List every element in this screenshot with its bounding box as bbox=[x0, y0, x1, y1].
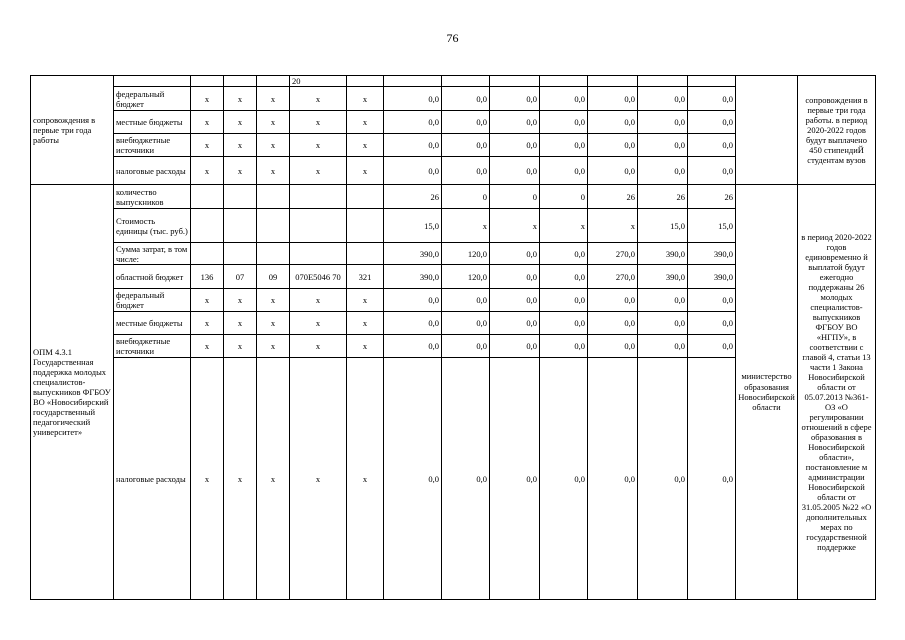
row-label: налоговые расходы bbox=[114, 157, 191, 185]
code-cell: х bbox=[257, 111, 290, 134]
value-cell: 0,0 bbox=[588, 289, 638, 312]
code-cell: х bbox=[224, 335, 257, 358]
value-cell: 0 bbox=[540, 185, 588, 209]
value-cell: 0,0 bbox=[638, 335, 688, 358]
value-cell: 270,0 bbox=[588, 243, 638, 265]
code-cell: х bbox=[191, 87, 224, 111]
value-cell: х bbox=[490, 209, 540, 243]
value-cell: 0,0 bbox=[384, 335, 442, 358]
value-cell: 0,0 bbox=[588, 87, 638, 111]
code-cell: х bbox=[191, 111, 224, 134]
code-cell: 070E5046 70 bbox=[290, 265, 347, 289]
code-cell: х bbox=[290, 335, 347, 358]
row-label: федеральный бюджет bbox=[114, 87, 191, 111]
value-cell: 26 bbox=[688, 185, 736, 209]
code-cell: х bbox=[290, 289, 347, 312]
value-cell: х bbox=[442, 209, 490, 243]
value-cell: 0,0 bbox=[638, 157, 688, 185]
value-cell: 0,0 bbox=[638, 111, 688, 134]
value-cell: 0,0 bbox=[442, 312, 490, 335]
value-cell: 0,0 bbox=[540, 335, 588, 358]
value-cell: 390,0 bbox=[638, 265, 688, 289]
code-cell: х bbox=[347, 335, 384, 358]
code-cell: х bbox=[224, 289, 257, 312]
code-cell bbox=[347, 243, 384, 265]
value-cell: 0,0 bbox=[384, 111, 442, 134]
code-cell: х bbox=[257, 335, 290, 358]
code-cell: х bbox=[191, 335, 224, 358]
row-label: Сумма затрат, в том числе: bbox=[114, 243, 191, 265]
program-table bbox=[30, 75, 876, 600]
code-cell: х bbox=[224, 134, 257, 157]
value-cell: 0,0 bbox=[442, 87, 490, 111]
value-cell: 0,0 bbox=[688, 289, 736, 312]
value-cell: 0,0 bbox=[688, 312, 736, 335]
value-cell: 0,0 bbox=[638, 289, 688, 312]
value-cell: 0,0 bbox=[588, 358, 638, 600]
code-cell: х bbox=[257, 312, 290, 335]
value-cell: 0,0 bbox=[540, 111, 588, 134]
code-cell bbox=[257, 243, 290, 265]
value-cell: 0,0 bbox=[490, 312, 540, 335]
value-cell: 15,0 bbox=[688, 209, 736, 243]
value-cell: 0,0 bbox=[490, 243, 540, 265]
value-cell: 0,0 bbox=[442, 134, 490, 157]
value-cell: 0,0 bbox=[384, 87, 442, 111]
value-cell: 26 bbox=[384, 185, 442, 209]
row-label: местные бюджеты bbox=[114, 312, 191, 335]
code-cell: х bbox=[347, 87, 384, 111]
row-label: налоговые расходы bbox=[114, 358, 191, 600]
value-cell: 0,0 bbox=[490, 111, 540, 134]
value-cell: 0,0 bbox=[588, 157, 638, 185]
value-cell: 26 bbox=[638, 185, 688, 209]
code-cell: х bbox=[191, 134, 224, 157]
code-cell: х bbox=[191, 358, 224, 600]
value-cell: 0,0 bbox=[384, 312, 442, 335]
code-cell: х bbox=[257, 358, 290, 600]
value-cell: 0,0 bbox=[490, 134, 540, 157]
code-cell: х bbox=[290, 134, 347, 157]
row-label: областной бюджет bbox=[114, 265, 191, 289]
code-cell: х bbox=[257, 157, 290, 185]
value-cell: х bbox=[588, 209, 638, 243]
value-cell: 0,0 bbox=[638, 312, 688, 335]
value-cell: 0,0 bbox=[490, 358, 540, 600]
code-cell bbox=[290, 185, 347, 209]
result-note: в период 2020-2022 годов единовременно й выплатой будут ежегодно поддержаны 26 молодых специалистов-выпускников ФГБОУ ВО «НГПУ», в соответствии с главой 4, статьи 13 части 1 Закона Новосибирской области от 05.07.2013 №361-ОЗ «О регулировании отношений в сфере образования в Новосибирской области», постановление м администрации Новосибирской области от 31.05.2005 №22 «О дополнительных мерах по государственной поддержке bbox=[798, 185, 876, 600]
code-cell: х bbox=[347, 358, 384, 600]
code-cell bbox=[347, 209, 384, 243]
value-cell: 0,0 bbox=[384, 358, 442, 600]
code-cell: 07 bbox=[224, 265, 257, 289]
row-label: количество выпускников bbox=[114, 185, 191, 209]
value-cell: 0,0 bbox=[540, 243, 588, 265]
value-cell: 0,0 bbox=[540, 265, 588, 289]
code-cell bbox=[191, 243, 224, 265]
value-cell: 0,0 bbox=[688, 358, 736, 600]
code-cell bbox=[347, 185, 384, 209]
value-cell: 0 bbox=[442, 185, 490, 209]
executor-cell: министерство образования Новосибирской области bbox=[736, 185, 798, 600]
code-cell bbox=[290, 243, 347, 265]
row-label: внебюджетные источники bbox=[114, 134, 191, 157]
page-number: 76 bbox=[446, 31, 459, 45]
value-cell: 0,0 bbox=[384, 289, 442, 312]
code-cell: х bbox=[224, 157, 257, 185]
value-cell: 120,0 bbox=[442, 265, 490, 289]
code-cell: х bbox=[224, 111, 257, 134]
code-cell: х bbox=[224, 87, 257, 111]
section-title: сопровождения в первые три года работы bbox=[31, 76, 114, 185]
value-cell: 0 bbox=[490, 185, 540, 209]
code-cell: х bbox=[290, 157, 347, 185]
code-cell bbox=[290, 209, 347, 243]
code-cell: х bbox=[191, 312, 224, 335]
code-cell: х bbox=[347, 312, 384, 335]
value-cell: 0,0 bbox=[384, 134, 442, 157]
value-cell: 0,0 bbox=[442, 335, 490, 358]
code-cell: х bbox=[257, 134, 290, 157]
value-cell: 270,0 bbox=[588, 265, 638, 289]
value-cell: 26 bbox=[588, 185, 638, 209]
code-cell: 20 bbox=[290, 76, 347, 87]
value-cell: 0,0 bbox=[588, 335, 638, 358]
code-cell bbox=[257, 185, 290, 209]
code-cell: 136 bbox=[191, 265, 224, 289]
code-cell bbox=[224, 185, 257, 209]
value-cell: 0,0 bbox=[384, 157, 442, 185]
value-cell: 0,0 bbox=[638, 358, 688, 600]
code-cell: 09 bbox=[257, 265, 290, 289]
value-cell: 0,0 bbox=[442, 157, 490, 185]
value-cell: 0,0 bbox=[442, 289, 490, 312]
value-cell: х bbox=[540, 209, 588, 243]
value-cell: 0,0 bbox=[588, 312, 638, 335]
value-cell: 390,0 bbox=[688, 265, 736, 289]
code-cell: х bbox=[191, 289, 224, 312]
value-cell: 390,0 bbox=[688, 243, 736, 265]
row-label: федеральный бюджет bbox=[114, 289, 191, 312]
code-cell: х bbox=[224, 358, 257, 600]
code-cell: х bbox=[347, 111, 384, 134]
code-cell: х bbox=[290, 358, 347, 600]
code-cell: х bbox=[224, 312, 257, 335]
measure-title: ОПМ 4.3.1 Государственная поддержка молодых специалистов-выпускников ФГБОУ ВО «Новосибирский государственный педагогический университет» bbox=[31, 185, 114, 600]
value-cell: 0,0 bbox=[540, 157, 588, 185]
value-cell: 0,0 bbox=[688, 134, 736, 157]
value-cell: 0,0 bbox=[540, 289, 588, 312]
value-cell: 120,0 bbox=[442, 243, 490, 265]
code-cell bbox=[191, 185, 224, 209]
row-label: местные бюджеты bbox=[114, 111, 191, 134]
code-cell: х bbox=[290, 111, 347, 134]
value-cell: 0,0 bbox=[490, 157, 540, 185]
code-cell: х bbox=[347, 134, 384, 157]
value-cell: 0,0 bbox=[638, 87, 688, 111]
row-label: Стоимость единицы (тыс. руб.) bbox=[114, 209, 191, 243]
value-cell: 0,0 bbox=[540, 358, 588, 600]
value-cell: 0,0 bbox=[588, 134, 638, 157]
value-cell: 390,0 bbox=[638, 243, 688, 265]
value-cell: 0,0 bbox=[540, 87, 588, 111]
code-cell: х bbox=[191, 157, 224, 185]
value-cell: 15,0 bbox=[638, 209, 688, 243]
value-cell: 0,0 bbox=[540, 312, 588, 335]
code-cell: х bbox=[257, 289, 290, 312]
code-cell: 321 bbox=[347, 265, 384, 289]
code-cell: х bbox=[257, 87, 290, 111]
code-cell bbox=[224, 243, 257, 265]
value-cell: 0,0 bbox=[688, 335, 736, 358]
value-cell: 0,0 bbox=[688, 87, 736, 111]
code-cell bbox=[257, 209, 290, 243]
value-cell: 0,0 bbox=[540, 134, 588, 157]
code-cell: х bbox=[290, 87, 347, 111]
code-cell: х bbox=[347, 157, 384, 185]
value-cell: 0,0 bbox=[490, 265, 540, 289]
value-cell: 0,0 bbox=[490, 87, 540, 111]
value-cell: 0,0 bbox=[490, 289, 540, 312]
code-cell bbox=[224, 209, 257, 243]
value-cell: 0,0 bbox=[442, 358, 490, 600]
value-cell: 0,0 bbox=[688, 111, 736, 134]
value-cell: 0,0 bbox=[588, 111, 638, 134]
value-cell: 390,0 bbox=[384, 265, 442, 289]
code-cell: х bbox=[347, 289, 384, 312]
value-cell: 0,0 bbox=[442, 111, 490, 134]
table-row bbox=[31, 76, 876, 87]
value-cell: 0,0 bbox=[490, 335, 540, 358]
code-cell: х bbox=[290, 312, 347, 335]
value-cell: 0,0 bbox=[688, 157, 736, 185]
row-label: внебюджетные источники bbox=[114, 335, 191, 358]
table-row bbox=[31, 185, 876, 209]
result-note: сопровождения в первые три года работы. в период 2020-2022 годов будут выплачено 450 стипендиЙ студентам вузов bbox=[798, 76, 876, 185]
code-cell bbox=[191, 209, 224, 243]
value-cell: 0,0 bbox=[638, 134, 688, 157]
value-cell: 390,0 bbox=[384, 243, 442, 265]
value-cell: 15,0 bbox=[384, 209, 442, 243]
